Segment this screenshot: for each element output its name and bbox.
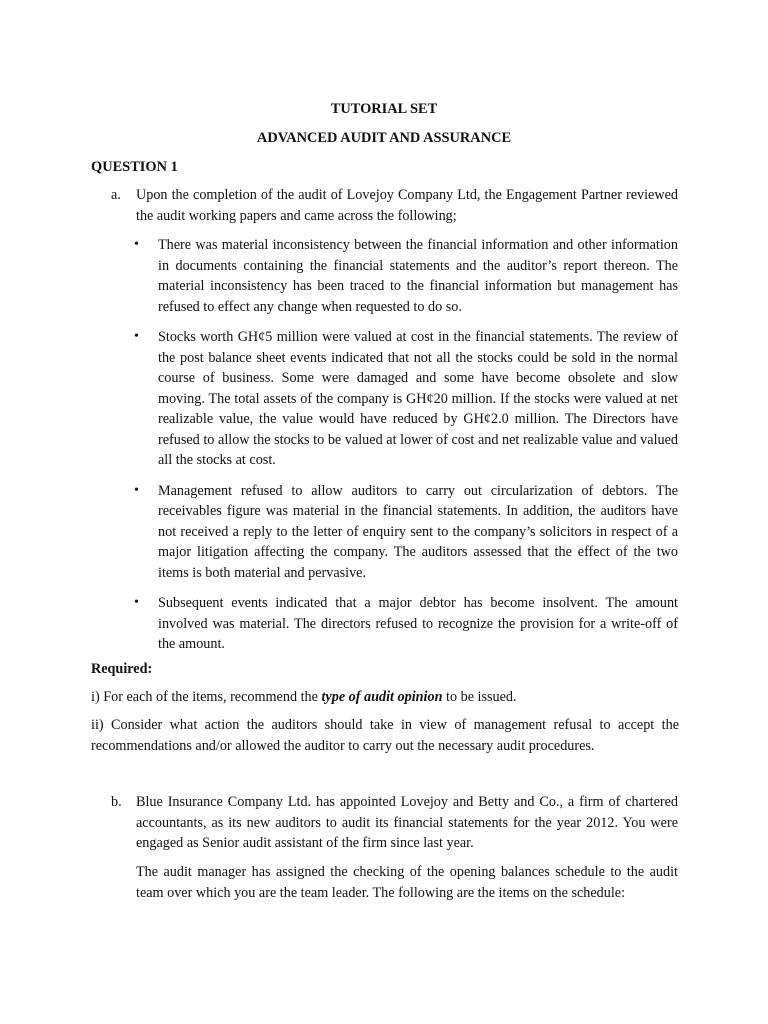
- part-a-intro: Upon the completion of the audit of Lovejoy Company Ltd, the Engagement Partner reviewed the audit working papers and came across the following;: [136, 187, 678, 224]
- part-a-bullet-list: [133, 235, 678, 655]
- question-heading: QUESTION 1: [91, 159, 178, 175]
- bullet-text: Management refused to allow auditors to carry out circularization of debtors. The receivables figure was material in the financial statements. In addition, the auditors have not received a reply to the letter of enquiry sent to the company’s solicitors in respect of a major litigation affecting the company. The auditors assessed that the effect of the two items is both material and pervasive.: [158, 482, 678, 581]
- required-heading: Required:: [91, 661, 153, 677]
- list-item: [133, 235, 678, 317]
- bullet-icon: •: [134, 237, 139, 252]
- document-title: TUTORIAL SET: [330, 101, 438, 117]
- part-b-paragraph-2: The audit manager has assigned the checking of the opening balances schedule to the audit team over which you are the team leader. The following are the items on the schedule:: [136, 864, 678, 901]
- bullet-icon: •: [134, 482, 139, 498]
- required-item-ii: ii) Consider what action the auditors should take in view of management refusal to accept the recommendations and/or allowed the auditor to carry out the necessary audit procedures.: [91, 717, 679, 754]
- part-a-label: a.: [111, 187, 121, 203]
- required-item-i-emphasis: type of audit opinion: [321, 689, 443, 705]
- list-item: [133, 327, 678, 471]
- required-item-i: [91, 687, 679, 708]
- bullet-text: Subsequent events indicated that a major debtor has become insolvent. The amount involved was material. The directors refused to recognize the provision for a write-off of the amount.: [158, 595, 678, 652]
- list-item: [133, 593, 678, 655]
- part-b-paragraph-1: Blue Insurance Company Ltd. has appointed Lovejoy and Betty and Co., a firm of chartered accountants, as its new auditors to audit its financial statements for the year 2012. You were engaged as Senior audit assistant of the firm since last year.: [136, 794, 678, 851]
- part-b-label: b.: [111, 794, 122, 810]
- required-item-i-suffix: to be issued.: [442, 689, 517, 705]
- list-item: [133, 481, 678, 584]
- bullet-text: There was material inconsistency between the financial information and other information in documents containing the financial statements and the auditor’s report thereon. The material inconsistency has been traced to the financial information but management has refused to effect any change when requested to do so.: [158, 237, 678, 315]
- bullet-text: Stocks worth GH¢5 million were valued at cost in the financial statements. The review of the post balance sheet events indicated that not all the stocks could be sold in the normal course of business. Some were damaged and some have become obsolete and slow moving. The total assets of the company is GH¢20 million. If the stocks were valued at net realizable value, the value would have reduced by GH¢2.0 million. The Directors have refused to allow the stocks to be valued at lower of cost and net realizable value and valued all the stocks at cost.: [158, 329, 678, 468]
- required-item-i-prefix: i) For each of the items, recommend the: [91, 689, 322, 705]
- bullet-icon: •: [134, 595, 139, 610]
- bullet-icon: •: [134, 329, 139, 344]
- document-subtitle: ADVANCED AUDIT AND ASSURANCE: [256, 130, 512, 146]
